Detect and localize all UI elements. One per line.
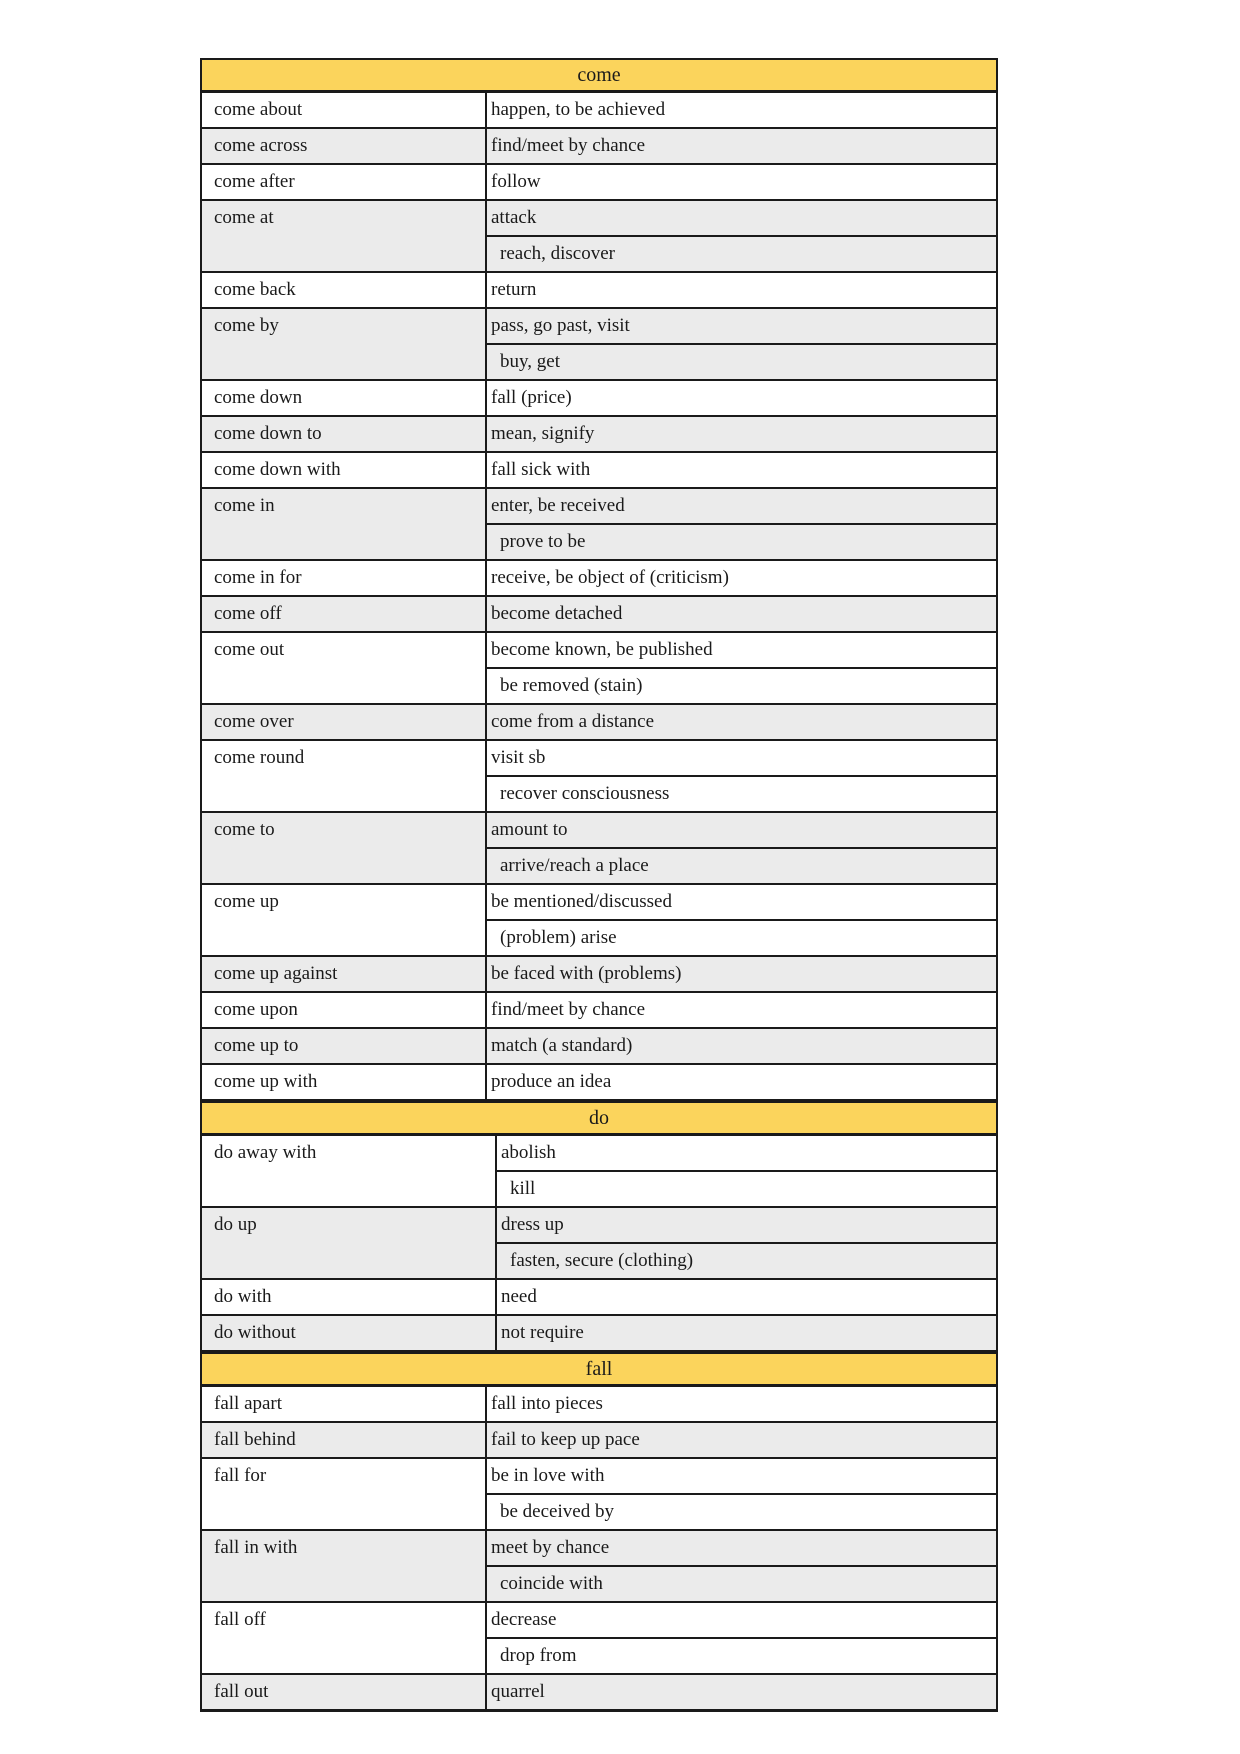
meaning-cell: [487, 523, 996, 559]
meaning-list: [487, 1675, 996, 1709]
meaning-text: reach, discover: [500, 243, 615, 264]
meaning-cell: [487, 129, 996, 163]
verb-label: fall out: [214, 1681, 269, 1702]
meaning-list: [497, 1280, 996, 1314]
meaning-text: fasten, secure (clothing): [510, 1250, 694, 1271]
meaning-text: be removed (stain): [500, 675, 643, 696]
verb-label: do with: [214, 1286, 272, 1307]
verb-group-row: [202, 379, 996, 415]
meaning-text: follow: [491, 171, 541, 192]
verb-group-row: [202, 1136, 996, 1206]
meaning-cell: [487, 1387, 996, 1421]
verb-cell: [202, 1603, 487, 1673]
verb-cell: [202, 309, 487, 379]
verb-label: come across: [214, 135, 308, 156]
meaning-text: pass, go past, visit: [491, 315, 630, 336]
meaning-list: [487, 741, 996, 811]
meaning-cell: [497, 1208, 996, 1242]
meaning-cell: [487, 597, 996, 631]
verb-cell: [202, 957, 487, 991]
meaning-text: visit sb: [491, 747, 546, 768]
meaning-cell: [487, 381, 996, 415]
verb-group-row: [202, 93, 996, 127]
meaning-list: [487, 309, 996, 379]
verb-section: [202, 1099, 996, 1350]
meaning-cell: [487, 741, 996, 775]
verb-cell: [202, 1387, 487, 1421]
section-header: [202, 60, 996, 93]
meaning-list: [487, 1065, 996, 1099]
meaning-text: (problem) arise: [500, 927, 617, 948]
verb-cell: [202, 93, 487, 127]
meaning-text: buy, get: [500, 351, 560, 372]
meaning-text: produce an idea: [491, 1071, 612, 1092]
verb-group-row: [202, 1529, 996, 1601]
meaning-cell: [487, 919, 996, 955]
verb-cell: [202, 1136, 497, 1206]
meaning-text: drop from: [500, 1645, 577, 1666]
verb-label: fall in with: [214, 1537, 298, 1558]
meaning-text: happen, to be achieved: [491, 99, 666, 120]
verb-group-row: [202, 1601, 996, 1673]
verb-section: [202, 60, 996, 1099]
meaning-text: prove to be: [500, 531, 586, 552]
meaning-list: [487, 165, 996, 199]
meaning-list: [487, 1423, 996, 1457]
verb-cell: [202, 561, 487, 595]
meaning-cell: [487, 309, 996, 343]
verb-group-row: [202, 631, 996, 703]
verb-group-row: [202, 703, 996, 739]
meaning-list: [497, 1208, 996, 1278]
verb-label: come off: [214, 603, 282, 624]
verb-cell: [202, 1065, 487, 1099]
meaning-text: meet by chance: [491, 1537, 610, 1558]
meaning-text: fall sick with: [491, 459, 591, 480]
verb-cell: [202, 597, 487, 631]
verb-group-row: [202, 415, 996, 451]
verb-group-row: [202, 1421, 996, 1457]
verb-label: come round: [214, 747, 305, 768]
verb-group-row: [202, 199, 996, 271]
verb-group-row: [202, 739, 996, 811]
phrasal-verbs-table: [200, 58, 998, 1712]
verb-label: come up against: [214, 963, 338, 984]
verb-label: come down to: [214, 423, 322, 444]
meaning-cell: [497, 1170, 996, 1206]
meaning-text: quarrel: [491, 1681, 545, 1702]
verb-cell: [202, 813, 487, 883]
meaning-cell: [497, 1316, 996, 1350]
meaning-list: [487, 489, 996, 559]
verb-group-row: [202, 271, 996, 307]
verb-label: come in for: [214, 567, 302, 588]
section-header: [202, 1099, 996, 1136]
group-list: [202, 93, 996, 1099]
verb-group-row: [202, 559, 996, 595]
verb-cell: [202, 1280, 497, 1314]
meaning-text: mean, signify: [491, 423, 595, 444]
meaning-text: decrease: [491, 1609, 557, 1630]
verb-group-row: [202, 991, 996, 1027]
meaning-text: find/meet by chance: [491, 999, 646, 1020]
meaning-list: [497, 1316, 996, 1350]
verb-group-row: [202, 1206, 996, 1278]
verb-label: do away with: [214, 1142, 317, 1163]
section-header: [202, 1350, 996, 1387]
meaning-cell: [487, 235, 996, 271]
verb-label: do without: [214, 1322, 296, 1343]
verb-cell: [202, 381, 487, 415]
verb-label: come by: [214, 315, 279, 336]
verb-group-row: [202, 451, 996, 487]
verb-label: come out: [214, 639, 285, 660]
verb-group-row: [202, 1387, 996, 1421]
verb-label: come at: [214, 207, 274, 228]
verb-label: come over: [214, 711, 294, 732]
section-title: fall: [585, 1358, 613, 1380]
meaning-cell: [487, 1637, 996, 1673]
meaning-list: [487, 885, 996, 955]
meaning-text: come from a distance: [491, 711, 655, 732]
meaning-cell: [487, 705, 996, 739]
verb-cell: [202, 201, 487, 271]
verb-cell: [202, 1208, 497, 1278]
verb-cell: [202, 417, 487, 451]
meaning-list: [487, 129, 996, 163]
meaning-cell: [487, 1029, 996, 1063]
meaning-text: arrive/reach a place: [500, 855, 649, 876]
meaning-cell: [487, 1065, 996, 1099]
verb-cell: [202, 1675, 487, 1709]
meaning-list: [487, 381, 996, 415]
verb-cell: [202, 741, 487, 811]
verb-group-row: [202, 1278, 996, 1314]
verb-label: come to: [214, 819, 275, 840]
verb-cell: [202, 705, 487, 739]
verb-cell: [202, 1423, 487, 1457]
verb-group-row: [202, 163, 996, 199]
meaning-list: [487, 1387, 996, 1421]
meaning-cell: [487, 957, 996, 991]
meaning-text: become detached: [491, 603, 623, 624]
verb-label: do up: [214, 1214, 257, 1235]
verb-label: come up to: [214, 1035, 299, 1056]
verb-cell: [202, 165, 487, 199]
meaning-text: fail to keep up pace: [491, 1429, 640, 1450]
meaning-text: match (a standard): [491, 1035, 633, 1056]
meaning-list: [487, 273, 996, 307]
meaning-text: amount to: [491, 819, 568, 840]
verb-label: fall for: [214, 1465, 267, 1486]
meaning-list: [487, 957, 996, 991]
meaning-cell: [487, 93, 996, 127]
meaning-list: [487, 1531, 996, 1601]
verb-label: come down: [214, 387, 303, 408]
meaning-text: receive, be object of (criticism): [491, 567, 729, 588]
meaning-list: [487, 93, 996, 127]
verb-cell: [202, 453, 487, 487]
verb-group-row: [202, 127, 996, 163]
meaning-list: [487, 813, 996, 883]
meaning-cell: [487, 993, 996, 1027]
meaning-cell: [487, 1423, 996, 1457]
meaning-cell: [487, 489, 996, 523]
meaning-list: [487, 201, 996, 271]
meaning-text: recover consciousness: [500, 783, 670, 804]
meaning-cell: [487, 1493, 996, 1529]
meaning-list: [487, 417, 996, 451]
verb-label: fall behind: [214, 1429, 296, 1450]
verb-group-row: [202, 811, 996, 883]
meaning-text: return: [491, 279, 537, 300]
meaning-text: become known, be published: [491, 639, 713, 660]
meaning-cell: [487, 561, 996, 595]
verb-group-row: [202, 1673, 996, 1709]
meaning-cell: [487, 273, 996, 307]
verb-label: come in: [214, 495, 275, 516]
meaning-cell: [487, 1675, 996, 1709]
meaning-list: [487, 993, 996, 1027]
meaning-text: be faced with (problems): [491, 963, 682, 984]
verb-cell: [202, 1029, 487, 1063]
meaning-text: find/meet by chance: [491, 135, 646, 156]
meaning-text: abolish: [501, 1142, 556, 1163]
meaning-list: [487, 561, 996, 595]
verb-group-row: [202, 1027, 996, 1063]
verb-label: come about: [214, 99, 303, 120]
verb-section: [202, 1350, 996, 1709]
verb-cell: [202, 1531, 487, 1601]
verb-group-row: [202, 487, 996, 559]
meaning-list: [487, 1603, 996, 1673]
verb-label: come up with: [214, 1071, 318, 1092]
meaning-list: [487, 1459, 996, 1529]
group-list: [202, 1387, 996, 1709]
meaning-list: [487, 597, 996, 631]
section-title: come: [577, 64, 621, 86]
verb-label: come down with: [214, 459, 341, 480]
verb-cell: [202, 993, 487, 1027]
verb-group-row: [202, 595, 996, 631]
meaning-text: dress up: [501, 1214, 564, 1235]
verb-label: come upon: [214, 999, 298, 1020]
verb-group-row: [202, 1063, 996, 1099]
verb-label: come up: [214, 891, 279, 912]
meaning-text: kill: [510, 1178, 536, 1199]
meaning-cell: [487, 201, 996, 235]
verb-cell: [202, 1459, 487, 1529]
verb-group-row: [202, 307, 996, 379]
meaning-list: [497, 1136, 996, 1206]
group-list: [202, 1136, 996, 1350]
section-title: do: [589, 1107, 609, 1129]
meaning-text: coincide with: [500, 1573, 603, 1594]
verb-group-row: [202, 955, 996, 991]
verb-cell: [202, 633, 487, 703]
verb-group-row: [202, 883, 996, 955]
meaning-cell: [497, 1242, 996, 1278]
verb-cell: [202, 273, 487, 307]
verb-label: come after: [214, 171, 295, 192]
verb-cell: [202, 129, 487, 163]
verb-cell: [202, 489, 487, 559]
meaning-list: [487, 633, 996, 703]
verb-cell: [202, 1316, 497, 1350]
meaning-cell: [497, 1280, 996, 1314]
verb-label: come back: [214, 279, 296, 300]
meaning-cell: [487, 1531, 996, 1565]
meaning-cell: [487, 1565, 996, 1601]
meaning-cell: [487, 775, 996, 811]
meaning-cell: [487, 1459, 996, 1493]
verb-label: fall off: [214, 1609, 266, 1630]
meaning-cell: [487, 885, 996, 919]
meaning-cell: [487, 633, 996, 667]
meaning-cell: [487, 165, 996, 199]
meaning-cell: [487, 847, 996, 883]
verb-group-row: [202, 1314, 996, 1350]
meaning-text: be in love with: [491, 1465, 605, 1486]
meaning-text: fall (price): [491, 387, 572, 408]
meaning-cell: [487, 343, 996, 379]
meaning-cell: [497, 1136, 996, 1170]
meaning-cell: [487, 417, 996, 451]
meaning-list: [487, 453, 996, 487]
verb-cell: [202, 885, 487, 955]
meaning-text: need: [501, 1286, 537, 1307]
meaning-list: [487, 705, 996, 739]
meaning-text: fall into pieces: [491, 1393, 603, 1414]
meaning-text: be deceived by: [500, 1501, 614, 1522]
meaning-cell: [487, 1603, 996, 1637]
verb-label: fall apart: [214, 1393, 283, 1414]
meaning-text: be mentioned/discussed: [491, 891, 672, 912]
meaning-text: attack: [491, 207, 537, 228]
meaning-cell: [487, 813, 996, 847]
meaning-text: enter, be received: [491, 495, 625, 516]
meaning-list: [487, 1029, 996, 1063]
meaning-text: not require: [501, 1322, 584, 1343]
meaning-cell: [487, 453, 996, 487]
meaning-cell: [487, 667, 996, 703]
verb-group-row: [202, 1457, 996, 1529]
